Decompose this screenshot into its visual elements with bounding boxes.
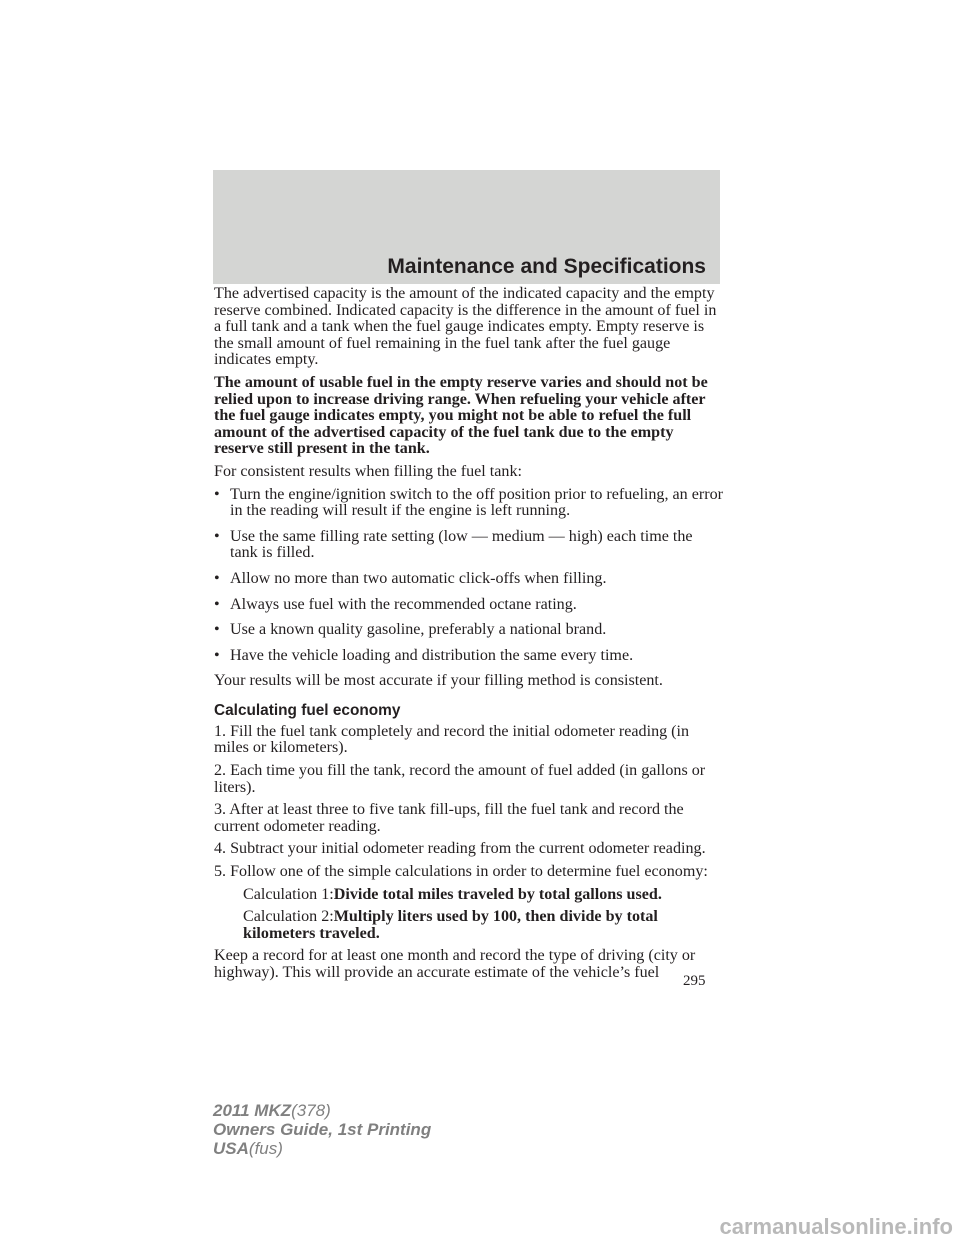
calculation-formula: Divide total miles traveled by total gallons used.: [333, 885, 662, 903]
bullet-icon: •: [214, 569, 220, 587]
bullet-icon: •: [214, 485, 220, 503]
footer-model: 2011 MKZ: [213, 1101, 292, 1120]
list-item: [214, 571, 724, 588]
consistency-bullet-list: [214, 487, 724, 665]
paragraph-advertised-capacity: The advertised capacity is the amount of the indicated capacity and the empty reserve combined. Indicated capacity is the difference in the amount of fuel in a full tank and a tank when the fuel gauge indicates empty. Empty reserve is the small amount of fuel remaining in the fuel tank after the fuel gauge indicates empty.: [214, 285, 717, 369]
list-item: [214, 487, 724, 520]
calculation-label: Calculation 2:: [243, 908, 334, 926]
bullet-icon: •: [214, 646, 220, 664]
footer-market: USA: [213, 1139, 249, 1158]
footer-market-code: (fus): [248, 1139, 283, 1158]
calculation-1: [214, 887, 724, 904]
bullet-icon: •: [214, 527, 220, 545]
paragraph-record: Keep a record for at least one month and record the type of driving (city or highway). This will provide an accurate estimate of the vehicle’s fuel: [214, 947, 696, 981]
bullet-icon: •: [214, 621, 220, 639]
footer-line-model: [213, 1101, 431, 1120]
site-watermark: carmanualsonline.info: [719, 1214, 953, 1239]
paragraph-reserve-warning: The amount of usable fuel in the empty reserve varies and should not be relied upon to increase driving range. When refueling your vehicle after the fuel gauge indicates empty, you might not be able to refuel the full amount of the advertised capacity of the fuel tank due to the empty reserve still present in the tank.: [214, 373, 708, 458]
footer-line-market: [213, 1139, 431, 1158]
list-item: [214, 648, 724, 665]
paragraph-consistent-intro: For consistent results when filling the fuel tank:: [214, 462, 522, 480]
calculation-label: Calculation 1:: [243, 885, 334, 903]
calculation-formula: Multiply liters used by 100, then divide by total kilometers traveled.: [243, 908, 658, 942]
step-5: 5. Follow one of the simple calculations in order to determine fuel economy:: [214, 863, 708, 881]
list-item-text: Use a known quality gasoline, preferably a national brand.: [230, 621, 607, 639]
list-item-text: Allow no more than two automatic click-offs when filling.: [230, 569, 607, 587]
footer-line-printing: Owners Guide, 1st Printing: [213, 1120, 432, 1139]
print-footer: [213, 1101, 431, 1158]
list-item: [214, 597, 724, 614]
list-item-text: Turn the engine/ignition switch to the off position prior to refueling, an error in the reading will result if the engine is left running.: [230, 485, 724, 520]
calculation-2: [214, 909, 724, 942]
footer-model-code: (378): [291, 1101, 331, 1120]
paragraph-accuracy: Your results will be most accurate if your filling method is consistent.: [214, 672, 663, 690]
step-4: 4. Subtract your initial odometer reading from the current odometer reading.: [214, 840, 706, 858]
page-number: 295: [683, 973, 706, 989]
step-3: 3. After at least three to five tank fill-ups, fill the fuel tank and record the current odometer reading.: [214, 801, 684, 835]
list-item: [214, 622, 724, 639]
page-content: [214, 286, 724, 988]
section-header-band: [213, 170, 720, 284]
section-heading-calculating-fuel-economy: Calculating fuel economy: [214, 701, 401, 719]
list-item-text: Use the same filling rate setting (low — medium — high) each time the tank is filled.: [230, 527, 693, 562]
list-item-text: Always use fuel with the recommended octane rating.: [230, 595, 577, 613]
list-item-text: Have the vehicle loading and distribution the same every time.: [230, 646, 634, 664]
section-title: Maintenance and Specifications: [387, 255, 706, 278]
list-item: [214, 529, 724, 562]
step-1: 1. Fill the fuel tank completely and record the initial odometer reading (in miles or kilometers).: [214, 722, 690, 757]
bullet-icon: •: [214, 595, 220, 613]
step-2: 2. Each time you fill the tank, record the amount of fuel added (in gallons or liters).: [214, 762, 706, 796]
